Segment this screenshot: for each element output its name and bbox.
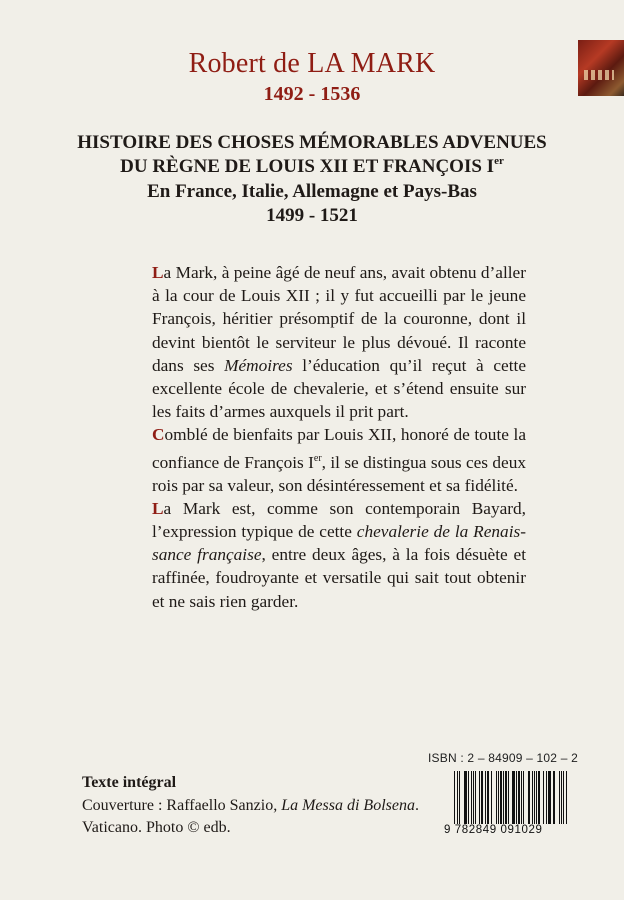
barcode <box>454 771 568 824</box>
barcode-bar <box>457 771 458 824</box>
book-subtitle: En France, Italie, Allemagne et Pays-Bas <box>147 181 477 202</box>
barcode-bar <box>521 771 522 824</box>
barcode-bar <box>559 771 561 824</box>
barcode-bar <box>546 771 547 824</box>
barcode-bar <box>493 771 494 824</box>
book-period: 1499 - 1521 <box>266 205 358 226</box>
barcode-bar <box>464 771 465 824</box>
book-title-line-2: DU RÈGNE DE LOUIS XII ET FRANÇOIS Ier <box>120 155 504 177</box>
barcode-bar <box>525 771 526 824</box>
blurb-paragraph-3: La Mark est, comme son contemporain Bayard, l’expression typique de cette chevalerie de la Renaissance française, entre deux âges, à la fois désuète et raffinée, foudroyante et versatile qui sait tout obtenir et ne sais rien garder. <box>152 498 526 611</box>
barcode-bar <box>500 771 502 824</box>
barcode-bar <box>491 771 492 824</box>
barcode-bar <box>532 771 533 824</box>
barcode-bar <box>553 771 554 824</box>
barcode-bar <box>477 771 478 824</box>
barcode-bar <box>465 771 467 824</box>
barcode-bar <box>523 771 524 824</box>
blurb-paragraph-2: Comblé de bienfaits par Louis XII, honoré de toute la confiance de François Ier, il se distingua sous ces deux rois par sa valeur, son désintéressement et sa fidélité. <box>152 425 526 495</box>
barcode-bar <box>498 771 499 824</box>
barcode-bar <box>471 771 472 824</box>
barcode-bar <box>518 771 520 824</box>
barcode-digits: 9 782849 091029 <box>444 824 543 836</box>
barcode-bar <box>529 771 530 824</box>
barcode-bar <box>513 771 514 824</box>
barcode-bar <box>488 771 489 824</box>
barcode-bar <box>479 771 480 824</box>
footer-label: Texte intégral <box>82 774 177 791</box>
barcode-bar <box>481 771 483 824</box>
barcode-bar <box>461 771 462 824</box>
barcode-bar <box>554 771 555 824</box>
barcode-bar <box>528 771 529 824</box>
barcode-bar <box>485 771 486 824</box>
barcode-bar <box>505 771 506 824</box>
barcode-bar <box>512 771 513 824</box>
barcode-bar <box>496 771 497 824</box>
barcode-bar <box>503 771 504 824</box>
cover-credit-line-2: Vaticano. Photo © edb. <box>82 819 231 836</box>
barcode-bar <box>563 771 564 824</box>
blurb-paragraph-1: La Mark, à peine âgé de neuf ans, avait obtenu d’aller à la cour de Louis XII ; il y fut accueilli par le jeune François, héritier présomptif de la couronne, dont il devint bientôt le serviteur le plus dévoué. Il raconte dans ses Mémoires l’éducation qu’il reçut à cette excellente école de chevalerie, et s’étend ensuite sur les faits d’armes auxquels il prit part. <box>152 263 526 422</box>
barcode-bar <box>543 771 544 824</box>
barcode-bar <box>548 771 549 824</box>
book-title-line-1: HISTOIRE DES CHOSES MÉMORABLES ADVENUES <box>77 132 547 153</box>
barcode-bar <box>536 771 537 824</box>
barcode-bar <box>516 771 517 824</box>
barcode-bar <box>487 771 488 824</box>
cover-credit: Couverture : Raffaello Sanzio, La Messa di Bolsena. <box>82 797 419 814</box>
author-name: Robert de LA MARK <box>188 48 436 79</box>
barcode-bar <box>473 771 474 824</box>
barcode-bar <box>509 771 510 824</box>
barcode-bar <box>566 771 567 824</box>
barcode-bar <box>561 771 562 824</box>
barcode-bar <box>538 771 540 824</box>
barcode-bar <box>508 771 509 824</box>
barcode-bar <box>549 771 550 824</box>
barcode-bar <box>459 771 460 824</box>
barcode-bar <box>475 771 476 824</box>
barcode-bar <box>556 771 557 824</box>
barcode-bar <box>468 771 469 824</box>
barcode-bar <box>541 771 542 824</box>
barcode-bar <box>454 771 455 824</box>
blurb-text <box>152 261 526 613</box>
isbn-label: ISBN : 2 – 84909 – 102 – 2 <box>428 751 578 765</box>
author-years: 1492 - 1536 <box>263 83 361 105</box>
barcode-bar <box>534 771 535 824</box>
